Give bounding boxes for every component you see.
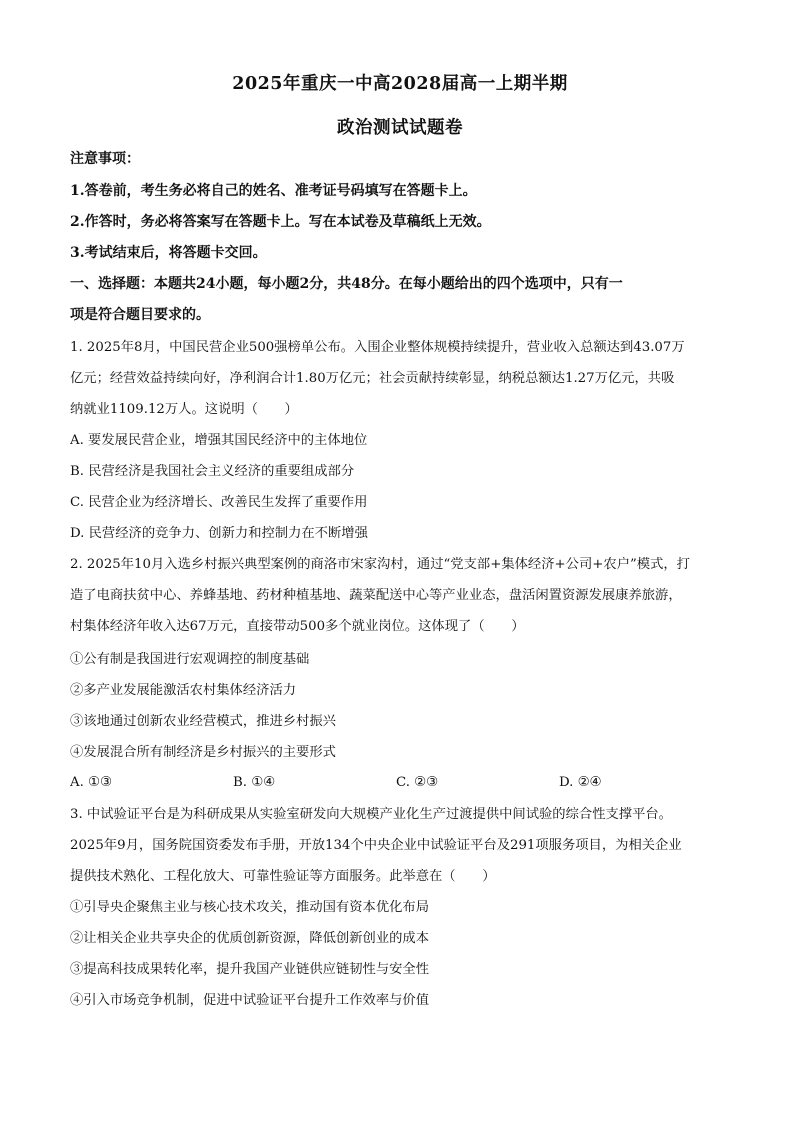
q1-stem-line3: 纳就业1109.12万人。这说明（ ）: [70, 402, 298, 417]
q3-stem-line3: 提供技术熟化、工程化放大、可靠性验证等方面服务。此举意在（ ）: [70, 869, 496, 884]
q2-item-4: ④发展混合所有制经济是乡村振兴的主要形式: [70, 745, 336, 760]
q1-stem-line1: 1. 2025年8月，中国民营企业500强榜单公布。入围企业整体规模持续提升，营业收入总额达到43.07万: [70, 340, 685, 355]
q3-stem-line1: 3. 中试验证平台是为科研成果从实验室研发向大规模产业化生产过渡提供中间试验的综合性支撑平台。: [70, 807, 672, 822]
notice-item-1: 1.答卷前，考生务必将自己的姓名、准考证号码填写在答题卡上。: [70, 183, 477, 199]
q1-option-c: C. 民营企业为经济增长、改善民生发挥了重要作用: [70, 495, 368, 510]
q2-item-2: ②多产业发展能激活农村集体经济活力: [70, 683, 297, 698]
q2-choice-d: D. ②④: [559, 775, 602, 790]
notice-heading: 注意事项：: [70, 151, 140, 167]
q3-item-2: ②让相关企业共享央企的优质创新资源，降低创新创业的成本: [70, 931, 430, 946]
q2-choice-c: C. ②③: [396, 775, 438, 790]
q1-option-d: D. 民营经济的竞争力、创新力和控制力在不断增强: [70, 526, 368, 541]
q1-stem-line2: 亿元；经营效益持续向好，净利润合计1.80万亿元；社会贡献持续彰显，纳税总额达1.27万亿元，共吸: [70, 371, 675, 386]
q2-stem-line1: 2. 2025年10月入选乡村振兴典型案例的商洛市宋家沟村，通过“党支部+集体经济+公司+农户”模式，打: [70, 557, 690, 572]
q2-stem-line2: 造了电商扶贫中心、养蜂基地、药材种植基地、蔬菜配送中心等产业业态，盘活闲置资源发展康养旅游，: [70, 588, 682, 603]
exam-title-line2: 政治测试试题卷: [337, 118, 463, 138]
q2-choice-b: B. ①④: [233, 775, 276, 790]
exam-title-line1: 2025年重庆一中高2028届高一上期半期: [232, 74, 568, 94]
q1-option-a: A. 要发展民营企业，增强其国民经济中的主体地位: [70, 433, 368, 448]
q1-option-b: B. 民营经济是我国社会主义经济的重要组成部分: [70, 464, 355, 479]
q3-item-3: ③提高科技成果转化率，提升我国产业链供应链韧性与安全性: [70, 962, 430, 977]
q3-item-1: ①引导央企聚焦主业与核心技术攻关，推动国有资本优化布局: [70, 900, 430, 915]
section-heading-line2: 项是符合题目要求的。: [70, 307, 210, 323]
q2-choice-a: A. ①③: [70, 775, 112, 790]
notice-item-3: 3.考试结束后，将答题卡交回。: [70, 245, 267, 261]
section-heading-line1: 一、选择题：本题共24小题，每小题2分，共48分。在每小题给出的四个选项中，只有一: [70, 276, 623, 292]
q2-stem-line3: 村集体经济年收入达67万元，直接带动500多个就业岗位。这体现了（ ）: [70, 619, 525, 634]
q2-item-1: ①公有制是我国进行宏观调控的制度基础: [70, 652, 310, 667]
q3-stem-line2: 2025年9月，国务院国资委发布手册，开放134个中央企业中试验证平台及291项服务项目，为相关企业: [70, 838, 682, 853]
notice-item-2: 2.作答时，务必将答案写在答题卡上。写在本试卷及草稿纸上无效。: [70, 214, 491, 230]
q2-item-3: ③该地通过创新农业经营模式，推进乡村振兴: [70, 714, 336, 729]
q3-item-4: ④引入市场竞争机制，促进中试验证平台提升工作效率与价值: [70, 993, 430, 1008]
